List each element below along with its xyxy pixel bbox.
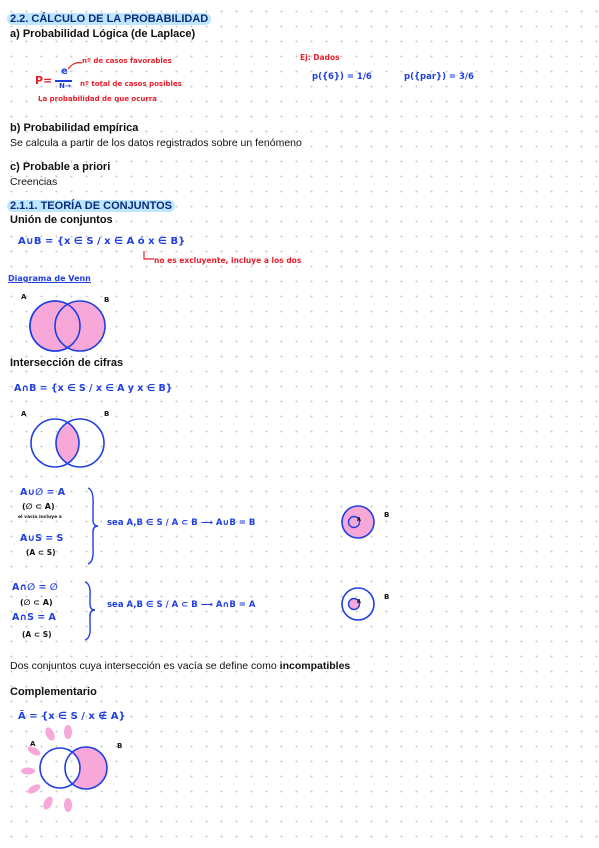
subset-inter-label-b: B — [384, 593, 390, 601]
complement-label-b: B — [117, 742, 123, 750]
inter-subset-rule: sea A,B ∈ S / A ⊂ B ⟶ A∩B = A — [107, 600, 256, 610]
apriori-heading: c) Probable a priori — [10, 161, 111, 173]
union-brace — [86, 486, 100, 566]
note-probability: La probabilidad de que ocurra — [38, 95, 157, 103]
union-empty-note: el vacío incluye a — [18, 515, 62, 520]
complement-diagram — [20, 725, 130, 811]
example-die-even: p({par}) = 3/6 — [404, 72, 474, 82]
complement-label-a: A — [30, 740, 36, 748]
union-universe-property: A∪S = S — [20, 533, 64, 544]
union-note: no es excluyente, incluye a los dos — [154, 256, 302, 265]
empirical-text: Se calcula a partir de los datos registrados sobre un fenómeno — [10, 137, 302, 149]
note-total: nº total de casos posibles — [80, 80, 182, 88]
union-formula: A∪B = {x ∈ S / x ∈ A ó x ∈ B} — [18, 236, 186, 247]
section-title-2-1-1: 2.1.1. TEORÍA DE CONJUNTOS — [7, 200, 175, 212]
venn-label: Diagrama de Venn — [8, 274, 91, 283]
intersection-heading: Intersección de cifras — [10, 357, 124, 369]
inter-universe-property: A∩S = A — [12, 612, 56, 623]
union-universe-subset: (A ⊂ S) — [26, 548, 56, 557]
complement-heading: Complementario — [10, 686, 97, 698]
inter-universe-subset: (A ⊂ S) — [22, 630, 52, 639]
inter-empty-property: A∩∅ = ∅ — [12, 582, 58, 593]
complement-formula: Ā = {x ∈ S / x ∉ A} — [18, 711, 126, 722]
union-empty-subset: (∅ ⊂ A) — [22, 502, 55, 511]
subset-inter-diagram — [340, 587, 380, 623]
venn-union-label-a: A — [21, 293, 27, 301]
subset-inter-label-a: A — [357, 599, 361, 605]
venn-union-label-b: B — [104, 296, 110, 304]
venn-inter-label-b: B — [104, 410, 110, 418]
union-subset-rule: sea A,B ∈ S / A ⊂ B ⟶ A∪B = B — [107, 518, 256, 528]
incompatible-sentence — [10, 660, 350, 672]
formula-numerator: e — [61, 66, 68, 77]
formula-p: P= — [35, 74, 53, 87]
venn-inter-label-a: A — [21, 410, 27, 418]
union-empty-property: A∪∅ = A — [20, 487, 66, 498]
venn-union-diagram — [25, 296, 115, 356]
venn-intersection-diagram — [25, 413, 115, 473]
formula-denominator: N→ — [59, 82, 71, 90]
subset-union-label-a: A — [357, 517, 361, 523]
section-title-2-2: 2.2. CÁLCULO DE LA PROBABILIDAD — [7, 13, 211, 25]
incompatible-text: Dos conjuntos cuya intersección es vacía se define como — [10, 660, 280, 672]
apriori-text: Creencias — [10, 176, 58, 188]
subset-union-diagram — [340, 505, 380, 541]
union-heading: Unión de conjuntos — [10, 214, 113, 226]
laplace-heading: a) Probabilidad Lógica (de Laplace) — [10, 28, 196, 40]
example-die-six: p({6}) = 1/6 — [312, 72, 372, 82]
subset-union-label-b: B — [384, 511, 390, 519]
note-favorable: nº de casos favorables — [82, 57, 172, 65]
empirical-heading: b) Probabilidad empírica — [10, 122, 139, 134]
incompatible-term: incompatibles — [279, 660, 351, 672]
inter-empty-subset: (∅ ⊂ A) — [20, 598, 53, 607]
intersection-formula: A∩B = {x ∈ S / x ∈ A y x ∈ B} — [14, 383, 173, 394]
example-label: Ej: Dados — [300, 53, 340, 62]
intersection-brace — [83, 580, 97, 642]
